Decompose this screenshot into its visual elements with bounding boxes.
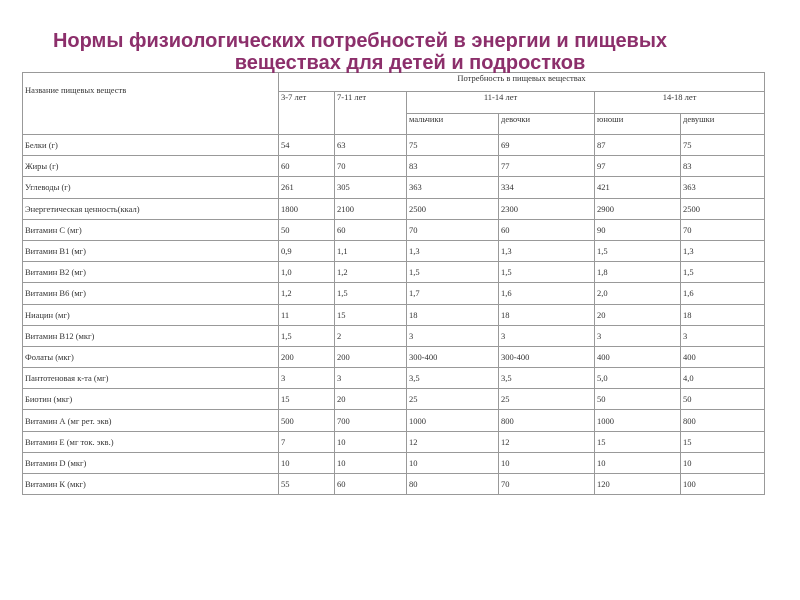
name-column-header: Название пищевых веществ — [23, 73, 279, 135]
value-cell: 1,1 — [335, 240, 407, 261]
value-cell: 75 — [681, 135, 765, 156]
table-row — [23, 198, 765, 219]
value-cell: 15 — [595, 431, 681, 452]
value-cell: 1000 — [595, 410, 681, 431]
value-cell: 261 — [279, 177, 335, 198]
value-cell: 70 — [499, 474, 595, 495]
title-line-2: веществах для детей и подростков — [234, 52, 586, 74]
value-cell: 69 — [499, 135, 595, 156]
value-cell: 60 — [279, 156, 335, 177]
norms-table — [22, 72, 765, 495]
table-row — [23, 156, 765, 177]
nutrient-name: Ниацин (мг) — [23, 304, 279, 325]
value-cell: 1,6 — [681, 283, 765, 304]
value-cell: 1,5 — [279, 325, 335, 346]
table-row — [23, 135, 765, 156]
value-cell: 10 — [407, 452, 499, 473]
value-cell: 20 — [335, 389, 407, 410]
table-row — [23, 240, 765, 261]
value-cell: 3 — [407, 325, 499, 346]
value-cell: 10 — [595, 452, 681, 473]
value-cell: 800 — [681, 410, 765, 431]
nutrient-name: Витамин С (мг) — [23, 219, 279, 240]
value-cell: 11 — [279, 304, 335, 325]
value-cell: 3 — [499, 325, 595, 346]
value-cell: 1,7 — [407, 283, 499, 304]
value-cell: 5,0 — [595, 368, 681, 389]
value-cell: 60 — [335, 474, 407, 495]
value-cell: 2 — [335, 325, 407, 346]
value-cell: 70 — [407, 219, 499, 240]
value-cell: 15 — [681, 431, 765, 452]
value-cell: 7 — [279, 431, 335, 452]
value-cell: 4,0 — [681, 368, 765, 389]
header-row-1 — [23, 73, 765, 92]
table-row — [23, 325, 765, 346]
value-cell: 90 — [595, 219, 681, 240]
value-cell: 3,5 — [499, 368, 595, 389]
nutrient-name: Витамин В2 (мг) — [23, 262, 279, 283]
value-cell: 10 — [499, 452, 595, 473]
value-cell: 54 — [279, 135, 335, 156]
nutrient-name: Углеводы (г) — [23, 177, 279, 198]
value-cell: 334 — [499, 177, 595, 198]
value-cell: 25 — [499, 389, 595, 410]
value-cell: 60 — [499, 219, 595, 240]
value-cell: 10 — [279, 452, 335, 473]
nutrient-name: Витамин А (мг рет. экв) — [23, 410, 279, 431]
nutrient-name: Витамин D (мкг) — [23, 452, 279, 473]
value-cell: 1,3 — [681, 240, 765, 261]
value-cell: 0,9 — [279, 240, 335, 261]
nutrient-name: Витамин В6 (мг) — [23, 283, 279, 304]
value-cell: 18 — [681, 304, 765, 325]
table-row — [23, 410, 765, 431]
table-row — [23, 219, 765, 240]
value-cell: 50 — [279, 219, 335, 240]
table-row — [23, 283, 765, 304]
nutrient-name: Энергетическая ценность(ккал) — [23, 198, 279, 219]
table-row — [23, 346, 765, 367]
value-cell: 87 — [595, 135, 681, 156]
value-cell: 3 — [595, 325, 681, 346]
value-cell: 50 — [595, 389, 681, 410]
value-cell: 3 — [681, 325, 765, 346]
nutrient-name: Белки (г) — [23, 135, 279, 156]
nutrient-name: Витамин К (мкг) — [23, 474, 279, 495]
value-cell: 18 — [407, 304, 499, 325]
value-cell: 300-400 — [499, 346, 595, 367]
value-cell: 700 — [335, 410, 407, 431]
value-cell: 1,2 — [335, 262, 407, 283]
value-cell: 2900 — [595, 198, 681, 219]
title-line-1: Нормы физиологических потребностей в энергии и пищевых — [52, 30, 668, 52]
value-cell: 60 — [335, 219, 407, 240]
value-cell: 10 — [335, 452, 407, 473]
nutrient-name: Биотин (мкг) — [23, 389, 279, 410]
value-cell: 77 — [499, 156, 595, 177]
value-cell: 200 — [335, 346, 407, 367]
value-cell: 2300 — [499, 198, 595, 219]
value-cell: 63 — [335, 135, 407, 156]
value-cell: 3,5 — [407, 368, 499, 389]
value-cell: 500 — [279, 410, 335, 431]
table-row — [23, 262, 765, 283]
age-header-7-11: 7-11 лет — [335, 92, 407, 135]
table-row — [23, 368, 765, 389]
value-cell: 70 — [681, 219, 765, 240]
value-cell: 12 — [407, 431, 499, 452]
value-cell: 1,6 — [499, 283, 595, 304]
value-cell: 305 — [335, 177, 407, 198]
value-cell: 2100 — [335, 198, 407, 219]
subheader-boys: мальчики — [407, 114, 499, 135]
value-cell: 1,2 — [279, 283, 335, 304]
value-cell: 10 — [335, 431, 407, 452]
nutrient-name: Витамин Е (мг ток. экв.) — [23, 431, 279, 452]
value-cell: 300-400 — [407, 346, 499, 367]
value-cell: 1,8 — [595, 262, 681, 283]
requirement-group-header: Потребность в пищевых веществах — [279, 73, 765, 92]
table-row — [23, 474, 765, 495]
value-cell: 363 — [681, 177, 765, 198]
page-title — [0, 30, 720, 74]
value-cell: 100 — [681, 474, 765, 495]
value-cell: 800 — [499, 410, 595, 431]
value-cell: 15 — [279, 389, 335, 410]
value-cell: 50 — [681, 389, 765, 410]
value-cell: 15 — [335, 304, 407, 325]
value-cell: 75 — [407, 135, 499, 156]
value-cell: 1,5 — [499, 262, 595, 283]
value-cell: 3 — [279, 368, 335, 389]
table-row — [23, 389, 765, 410]
value-cell: 12 — [499, 431, 595, 452]
nutrient-name: Фолаты (мкг) — [23, 346, 279, 367]
value-cell: 1800 — [279, 198, 335, 219]
subheader-young-women: девушки — [681, 114, 765, 135]
value-cell: 18 — [499, 304, 595, 325]
nutrient-name: Пантотеновая к-та (мг) — [23, 368, 279, 389]
value-cell: 2500 — [681, 198, 765, 219]
subheader-young-men: юноши — [595, 114, 681, 135]
value-cell: 120 — [595, 474, 681, 495]
value-cell: 363 — [407, 177, 499, 198]
nutrient-name: Витамин В1 (мг) — [23, 240, 279, 261]
value-cell: 1,3 — [407, 240, 499, 261]
nutrient-name: Жиры (г) — [23, 156, 279, 177]
value-cell: 80 — [407, 474, 499, 495]
norms-table-body — [23, 135, 765, 495]
value-cell: 25 — [407, 389, 499, 410]
value-cell: 400 — [681, 346, 765, 367]
value-cell: 1,5 — [335, 283, 407, 304]
value-cell: 70 — [335, 156, 407, 177]
value-cell: 400 — [595, 346, 681, 367]
age-header-3-7: 3-7 лет — [279, 92, 335, 135]
value-cell: 97 — [595, 156, 681, 177]
nutrient-name: Витамин В12 (мкг) — [23, 325, 279, 346]
value-cell: 83 — [681, 156, 765, 177]
table-row — [23, 304, 765, 325]
value-cell: 83 — [407, 156, 499, 177]
age-header-14-18: 14-18 лет — [595, 92, 765, 114]
value-cell: 3 — [335, 368, 407, 389]
value-cell: 55 — [279, 474, 335, 495]
table-row — [23, 177, 765, 198]
value-cell: 1,5 — [681, 262, 765, 283]
value-cell: 200 — [279, 346, 335, 367]
value-cell: 1,5 — [595, 240, 681, 261]
age-header-11-14: 11-14 лет — [407, 92, 595, 114]
subheader-girls: девочки — [499, 114, 595, 135]
value-cell: 1,3 — [499, 240, 595, 261]
table-row — [23, 452, 765, 473]
value-cell: 1,5 — [407, 262, 499, 283]
value-cell: 421 — [595, 177, 681, 198]
value-cell: 1000 — [407, 410, 499, 431]
value-cell: 2,0 — [595, 283, 681, 304]
value-cell: 1,0 — [279, 262, 335, 283]
value-cell: 2500 — [407, 198, 499, 219]
value-cell: 20 — [595, 304, 681, 325]
value-cell: 10 — [681, 452, 765, 473]
table-row — [23, 431, 765, 452]
